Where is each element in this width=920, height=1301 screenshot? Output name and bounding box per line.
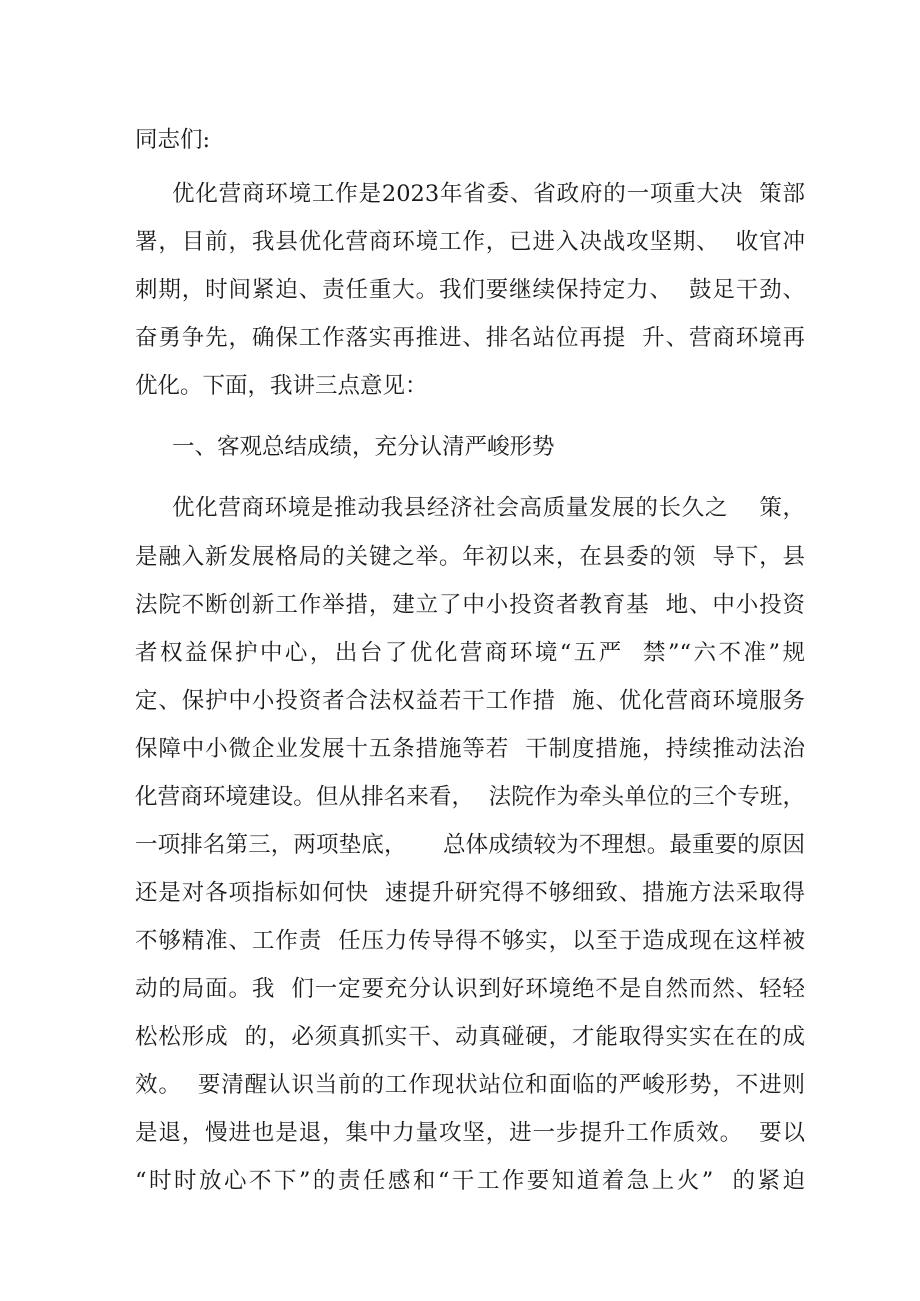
paragraph-line: 是融入新发展格局的关键之举。年初以来，在县委的领 导下，县 — [135, 544, 805, 570]
paragraph-line: 松松形成 的，必须真抓实干、动真碰硬，才能取得实实在在的成 — [135, 1024, 805, 1050]
paragraph-line: 不够精准、工作责 任压力传导得不够实，以至于造成现在这样被 — [135, 928, 805, 954]
paragraph-line: 化营商环境建设。但从排名来看， 法院作为牵头单位的三个专班， — [135, 784, 805, 810]
paragraph-line: 还是对各项指标如何快 速提升研究得不够细致、措施方法采取得 — [135, 880, 805, 906]
paragraph-line: 动的局面。我 们一定要充分认识到好环境绝不是自然而然、轻轻 — [135, 976, 805, 1002]
paragraph-line: 者权益保护中心，出台了优化营商环境“五严 禁”“六不准”规 — [135, 640, 805, 666]
paragraph-line: 一项排名第三，两项垫底， 总体成绩较为不理想。最重要的原因 — [135, 832, 805, 858]
paragraph-line: 奋勇争先，确保工作落实再推进、排名站位再提 升、营商环境再 — [135, 325, 805, 351]
paragraph-line: 优化营商环境是推动我县经济社会高质量发展的长久之 策， — [172, 495, 805, 521]
paragraph-line: 保障中小微企业发展十五条措施等若 干制度措施，持续推动法治 — [135, 736, 805, 762]
paragraph-line: 是退，慢进也是退，集中力量攻坚，进一步提升工作质效。 要以 — [135, 1120, 805, 1146]
paragraph-line: 署，目前，我县优化营商环境工作，已进入决战攻坚期、 收官冲 — [135, 229, 805, 255]
paragraph-line: “时时放心不下”的责任感和“干工作要知道着急上火” 的紧迫 — [135, 1168, 805, 1194]
salutation: 同志们: — [135, 127, 211, 153]
paragraph-line: 优化。下面，我讲三点意见： — [135, 373, 428, 399]
paragraph-line: 优化营商环境工作是2023年省委、省政府的一项重大决 策部 — [172, 181, 805, 207]
section-heading: 一、客观总结成绩，充分认清严峻形势 — [172, 434, 555, 460]
paragraph-line: 定、保护中小投资者合法权益若干工作措 施、优化营商环境服务 — [135, 688, 805, 714]
paragraph-line: 刺期，时间紧迫、责任重大。我们要继续保持定力、 鼓足干劲、 — [135, 277, 805, 303]
paragraph-line: 法院不断创新工作举措，建立了中小投资者教育基 地、中小投资 — [135, 592, 805, 618]
paragraph-line: 效。 要清醒认识当前的工作现状站位和面临的严峻形势，不进则 — [135, 1072, 805, 1098]
